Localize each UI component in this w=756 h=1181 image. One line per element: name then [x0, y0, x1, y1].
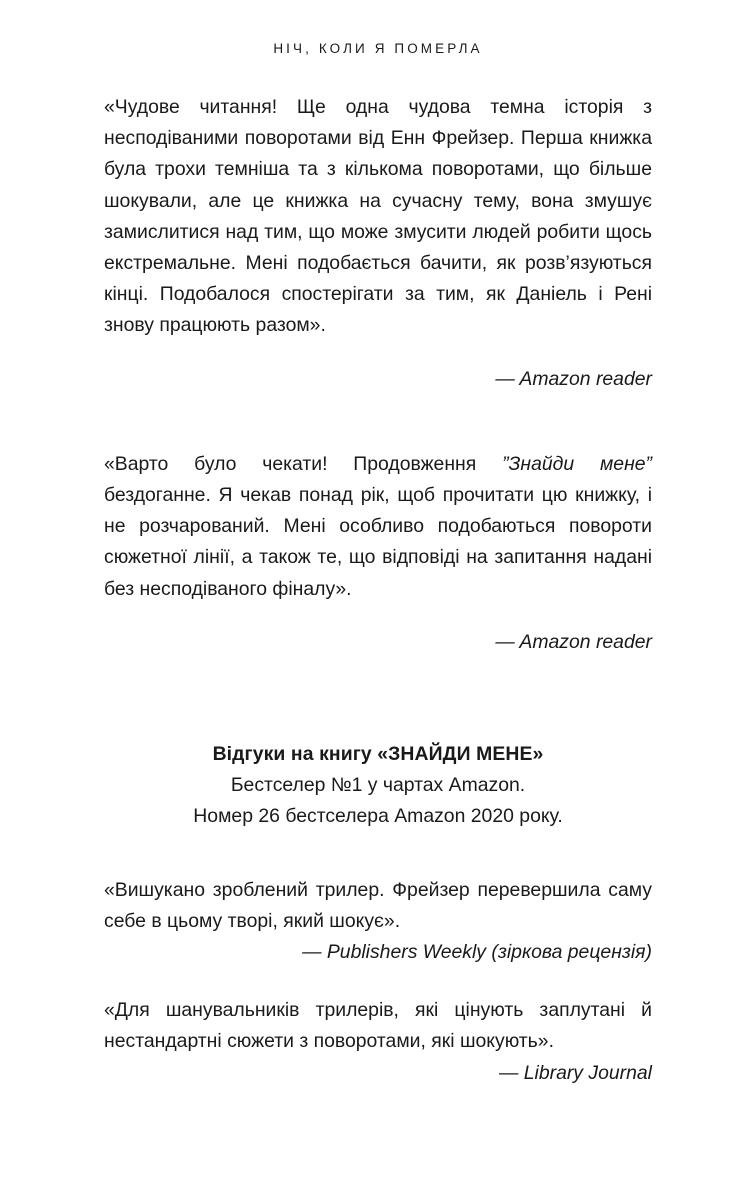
press-quote-2: «Для шанувальників трилерів, які цінують заплутані й нестандартні сюжети з поворотами, які шокують».: [104, 999, 652, 1053]
text-column: [104, 92, 652, 1089]
review-quote-2-part2: бездоганне. Я чекав понад рік, щоб прочитати цю книжку, і не розчарований. Мені особливо подобаються повороти сюжетної лінії, а також те, що відповіді на запитання надані без несподіваного фіналу».: [104, 484, 652, 600]
section-heading-block: [104, 739, 652, 833]
review-quote-2: [104, 449, 652, 605]
review-quote-1: «Чудове читання! Ще одна чудова темна історія з несподіваними поворотами від Енн Фрейзер. Перша книжка була трохи темніша та з кількома поворотами, що більше шокували, але це книжка на сучасну тему, вона змушує замислитися над тим, що може змусити людей робити щось екстремальне. Мені подобається бачити, як розв’язуються кінці. Подобалося спостерігати за тим, як Даніель і Рені знову працюють разом».: [104, 96, 652, 337]
spacer: [104, 658, 652, 712]
press-quote-1: «Вишукано зроблений трилер. Фрейзер перевершила саму себе в цьому творі, який шокує».: [104, 878, 652, 932]
spacer: [104, 712, 652, 739]
section-subtitle-line-1: Бестселер №1 у чартах Amazon.: [230, 774, 526, 797]
book-title-italic: ”Знайди мене”: [502, 452, 652, 475]
spacer: [104, 342, 652, 364]
section-subtitle-line-2: Номер 26 бестселера Amazon 2020 року.: [193, 805, 563, 828]
spacer: [104, 833, 652, 875]
review-attribution-1: — Amazon reader: [495, 367, 652, 390]
spacer: [104, 395, 652, 449]
spacer: [104, 605, 652, 627]
spacer: [104, 968, 652, 995]
press-attribution-1: — Publishers Weekly (зіркова рецензія): [302, 941, 652, 964]
press-attribution-2: — Library Journal: [498, 1061, 652, 1084]
section-title: Відгуки на книгу «ЗНАЙДИ МЕНЕ»: [212, 743, 544, 766]
review-attribution-2: — Amazon reader: [495, 630, 652, 653]
running-head: НІЧ, КОЛИ Я ПОМЕРЛА: [273, 41, 483, 56]
review-quote-2-part1: «Варто було чекати! Продовження: [104, 452, 503, 475]
